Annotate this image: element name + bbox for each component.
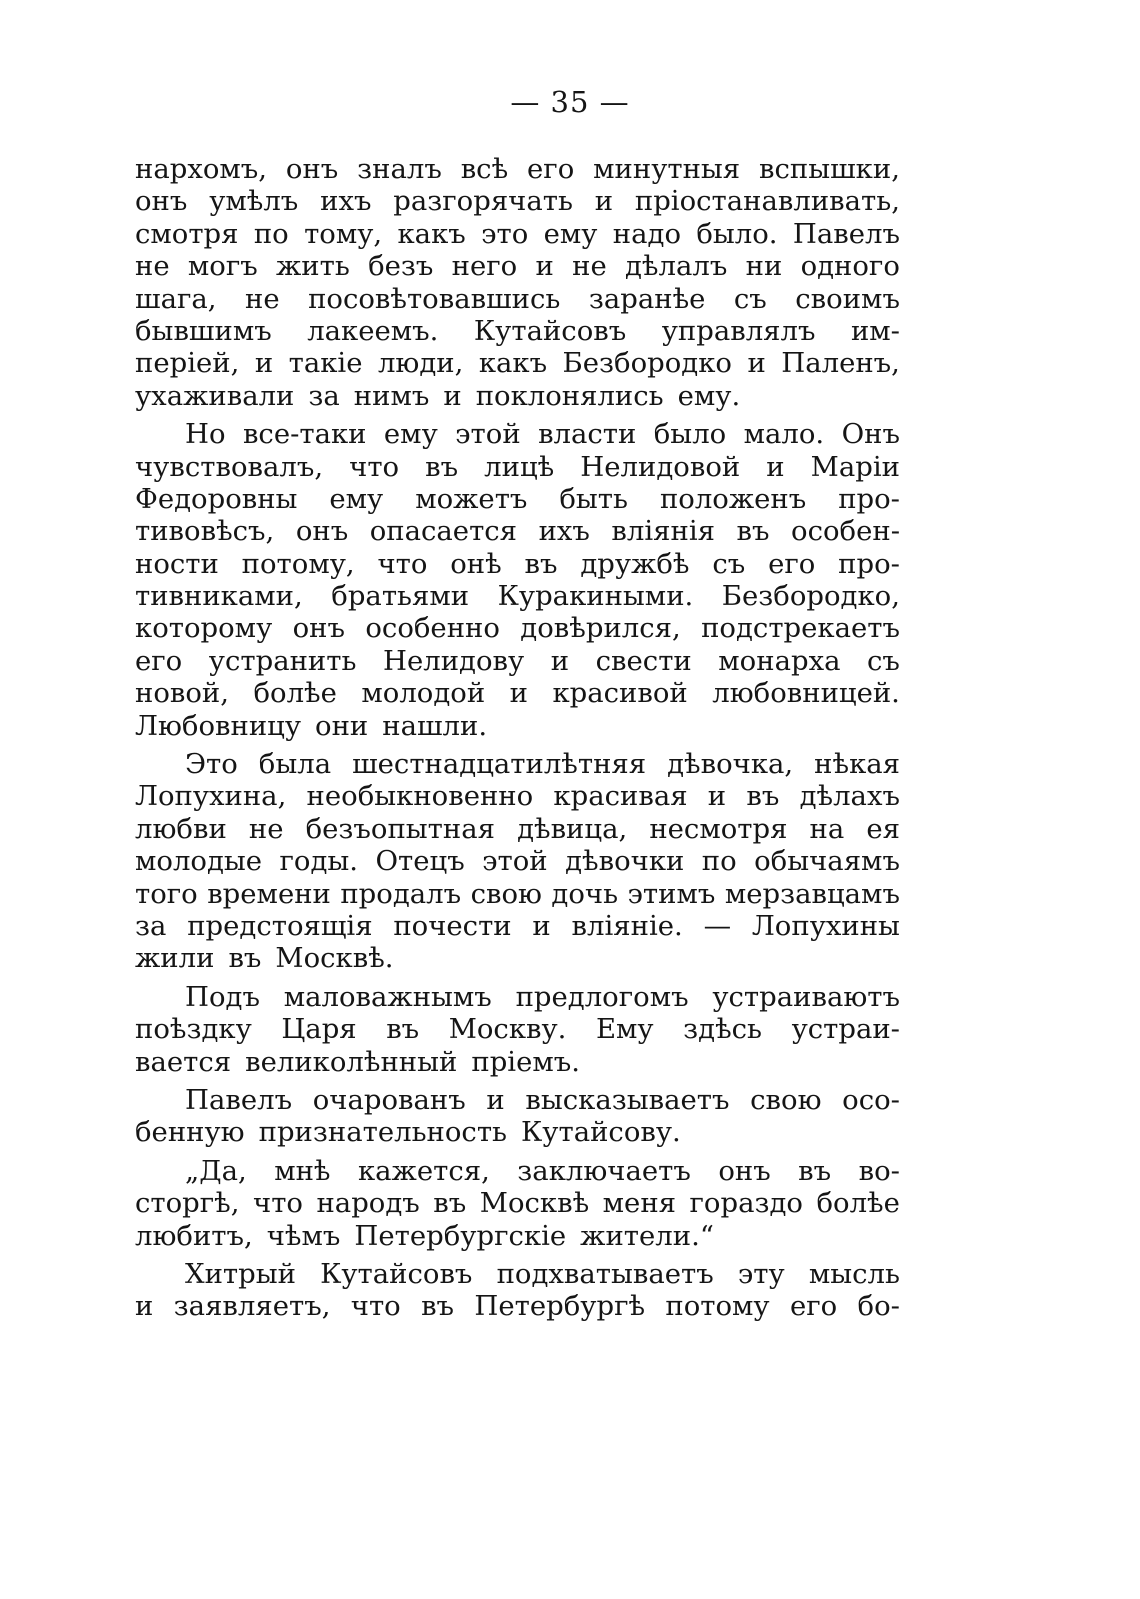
word: власти [538,418,637,451]
word: вліянія [611,515,715,548]
word: гораздо [689,1187,803,1220]
word: „Да, [185,1154,247,1187]
word: его [768,547,816,580]
word: и [707,780,727,813]
word: не [248,812,284,845]
word: по [253,217,289,250]
paragraph [135,1258,900,1323]
word: Петербургскіе [354,1219,567,1252]
word: мерзавцамъ [724,877,900,910]
paragraph [135,418,900,742]
word: въ [386,1013,420,1046]
word: какъ [397,217,466,250]
text-line [135,1046,900,1078]
word: бенную [135,1116,245,1149]
word: онъ [292,612,345,645]
word: довѣрился, [520,612,681,645]
word: заключаетъ [517,1154,691,1187]
word: подхватываетъ [496,1257,714,1290]
word: ихъ [320,185,372,218]
word: молодой [361,677,486,710]
word: мнѣ [274,1154,331,1187]
word: люди, [377,347,464,380]
word: потому [665,1290,770,1323]
word: чувствовалъ, [135,450,324,483]
word: и [747,347,766,380]
word: Царя [281,1013,357,1046]
word: управлялъ [661,314,816,347]
text-line [135,250,900,282]
text-line [135,153,900,185]
word: онъ [285,153,339,185]
word: Безбородко [562,347,732,380]
word: Лопухина, [135,780,287,813]
text-line [135,612,900,644]
word: надо [612,217,681,250]
word: нимъ [353,379,430,412]
word: умѣлъ [209,185,299,218]
text-line [135,981,900,1013]
word: меня [602,1187,676,1220]
word: за [135,909,167,942]
word: періей, [135,347,240,380]
word: была [258,748,332,781]
word: пріостанавливать, [634,185,900,218]
word: онѣ [450,547,502,580]
text-line [135,1258,900,1290]
text-line [135,283,900,315]
word: онъ [135,185,188,218]
word: можетъ [415,482,528,515]
text-line [135,483,900,515]
word: красивая [553,780,688,813]
word: Лопухины [751,909,900,942]
word: любитъ, [135,1219,253,1252]
word: необыкновенно [306,780,534,813]
word: Отецъ [375,845,465,878]
word: здѣсь [683,1013,763,1046]
word: въ [746,780,780,813]
word: пріемъ. [471,1045,580,1078]
word: свою [750,1083,822,1116]
word: Нелидову [382,644,525,677]
word: минутныя [593,153,741,185]
word: подстрекаетъ [701,612,900,645]
word: такіе [288,347,363,380]
word: почести [393,909,512,942]
word: монарха [718,644,841,677]
word: продалъ [340,877,462,910]
word: дѣлалъ [625,250,728,283]
word: этой [482,845,548,878]
word: Паленъ, [781,347,900,380]
word: ихъ [538,515,590,548]
word: ея [866,812,900,845]
text-line [135,910,900,942]
word: безъ [368,250,434,283]
word: маловажнымъ [283,980,492,1013]
word: заявляетъ, [173,1290,331,1323]
word: предлогомъ [515,980,689,1013]
text-line [135,315,900,347]
word: великолѣнный [245,1045,458,1078]
paragraph [135,153,900,412]
word: и [550,644,570,677]
word: нѣкая [814,748,900,781]
word: Павелъ [185,1083,293,1116]
word: опасается [369,515,518,548]
word: осо- [842,1083,900,1116]
word: всѣ [460,153,509,185]
word: несмотря [649,812,788,845]
word: по [701,845,737,878]
word: красивой [552,677,688,710]
paragraph [135,981,900,1078]
text-line [135,418,900,450]
word: было [653,418,727,451]
word: братьями [331,580,470,613]
word: Кутайсову. [521,1116,681,1149]
text-line [135,1116,900,1148]
word: и [509,677,528,710]
word: въ [798,1154,832,1187]
text-line [135,185,900,217]
word: вается [135,1045,232,1078]
text-line [135,1220,900,1252]
word: въ [736,515,770,548]
word: они [315,709,369,742]
word: него [451,250,518,283]
paragraph [135,748,900,975]
word: мысль [808,1257,900,1290]
word: Москвѣ. [275,942,394,975]
word: и [135,1290,154,1323]
word: съ [867,644,900,677]
word: что [349,450,400,483]
word: дѣвочка, [667,748,794,781]
word: тивовѣсъ, [135,515,275,548]
word: про- [838,547,900,580]
word: заранѣе [588,282,706,315]
word: что [377,547,428,580]
text-line [135,845,900,877]
word: Безбородко, [721,580,900,613]
word: Нелидовой [580,450,741,483]
word: ему [543,217,598,250]
text-line [135,1084,900,1116]
word: потому, [241,547,355,580]
word: какъ [478,347,548,380]
paragraph [135,1084,900,1149]
word: устранить [208,644,357,677]
word: его [527,153,575,185]
word: шестнадцатилѣтняя [352,748,647,781]
word: вспышки, [759,153,900,185]
body-text [135,153,900,1329]
word: лицѣ [484,450,555,483]
text-line [135,1187,900,1219]
word: не [244,282,280,315]
text-line [135,748,900,780]
word: разгорячать [393,185,573,218]
word: за [308,379,340,412]
word: лакеемъ. [307,314,439,347]
word: дѣлахъ [799,780,900,813]
word: въ [228,942,262,975]
word: Москвѣ [479,1187,590,1220]
word: новой, [135,677,229,710]
word: одного [800,250,900,283]
word: ему. [677,379,741,412]
word: болѣе [816,1187,900,1220]
word: устраиваютъ [712,980,900,1013]
word: Ему [595,1013,654,1046]
word: могъ [187,250,258,283]
word: особен- [791,515,900,548]
word: не [135,250,170,283]
word: онъ [295,515,349,548]
word: тивниками, [135,580,303,613]
word: безъопытная [305,812,495,845]
word: и [486,1083,505,1116]
word: и [535,250,554,283]
word: этимъ [627,877,716,910]
word: нархомъ, [135,153,268,185]
word: вліяніе. [571,909,683,942]
word: годы. [279,845,359,878]
word: Маріи [810,450,900,483]
word: было. [696,217,778,250]
text-line [135,218,900,250]
word: народъ [316,1187,420,1220]
word: предстоящія [187,909,373,942]
word: жили [135,942,215,975]
text-line [135,580,900,612]
word: зналъ [357,153,442,185]
word: кажется, [357,1154,490,1187]
word: им- [850,314,900,347]
word: ности [135,547,219,580]
word: своимъ [795,282,900,315]
word: жить [276,250,350,283]
word: любовницей. [712,677,900,710]
word: Кутайсовъ [320,1257,473,1290]
word: шага, [135,282,217,315]
word: это [481,217,529,250]
word: — [703,909,732,942]
word: которому [135,612,273,645]
word: Онъ [841,418,900,451]
word: про- [838,482,900,515]
text-line [135,677,900,709]
word: высказываетъ [525,1083,730,1116]
text-line [135,813,900,845]
word: Это [185,748,238,781]
text-line [135,1290,900,1322]
word: поклонялись [475,379,664,412]
word: и [254,347,274,380]
word: все-таки [242,418,367,451]
word: въ [421,1290,455,1323]
word: Куракиными. [497,580,694,613]
text-line [135,645,900,677]
word: молодые [135,845,263,878]
word: Но [185,418,226,451]
text-line [135,451,900,483]
word: бо- [857,1290,900,1323]
word: дѣвица, [517,812,628,845]
word: Хитрый [185,1257,296,1290]
word: обычаямъ [754,845,900,878]
word: Петербургѣ [474,1290,646,1323]
word: дочь [551,877,619,910]
word: съ [712,547,746,580]
word: мало. [743,418,825,451]
page-number: — 35 — [510,85,630,119]
word: что [253,1187,303,1220]
text-line [135,780,900,812]
word: въ [524,547,558,580]
word: Павелъ [792,217,900,250]
word: его [789,1290,838,1323]
word: ни [745,250,783,283]
word: въ [433,1187,467,1220]
word: положенъ [659,482,807,515]
word: его [135,644,183,677]
word: посовѣтовавшись [308,282,561,315]
text-line [135,1155,900,1187]
word: дѣвочки [565,845,685,878]
word: не [572,250,607,283]
word: признательность [258,1116,508,1149]
word: чѣмъ [266,1219,341,1252]
word: Москву. [448,1013,567,1046]
word: и [532,909,551,942]
text-line [135,380,900,412]
word: дружбѣ [580,547,690,580]
text-line [135,710,900,742]
text-line [135,878,900,910]
text-line [135,347,900,379]
text-line [135,548,900,580]
word: того [135,877,198,910]
word: любви [135,812,227,845]
word: тому, [304,217,383,250]
word: Кутайсовъ [473,314,627,347]
text-line [135,515,900,547]
word: смотря [135,217,239,250]
word: ухаживали [135,379,295,412]
word: въ [425,450,459,483]
word: Любовницу [135,709,302,742]
word: ему [383,418,438,451]
word: и [443,379,462,412]
word: быть [559,482,628,515]
text-line [135,1013,900,1045]
word: на [809,812,845,845]
word: болѣе [253,677,337,710]
word: этой [455,418,521,451]
word: бывшимъ [135,314,272,347]
word: во- [858,1154,900,1187]
word: нашли. [382,709,488,742]
word: онъ [718,1154,771,1187]
word: и [594,185,614,218]
word: поѣздку [135,1013,252,1046]
word: Федоровны [135,482,298,515]
word: устраи- [791,1013,900,1046]
word: жители.“ [580,1219,714,1252]
word: сторгѣ, [135,1187,240,1220]
word: свести [595,644,692,677]
paragraph [135,1155,900,1252]
word: и [766,450,785,483]
word: очарованъ [312,1083,466,1116]
word: особенно [365,612,500,645]
text-line [135,942,900,974]
word: съ [733,282,767,315]
word: эту [737,1257,785,1290]
word: ему [329,482,384,515]
word: времени [207,877,331,910]
word: свою [470,877,542,910]
word: Подъ [185,980,260,1013]
word: что [350,1290,401,1323]
